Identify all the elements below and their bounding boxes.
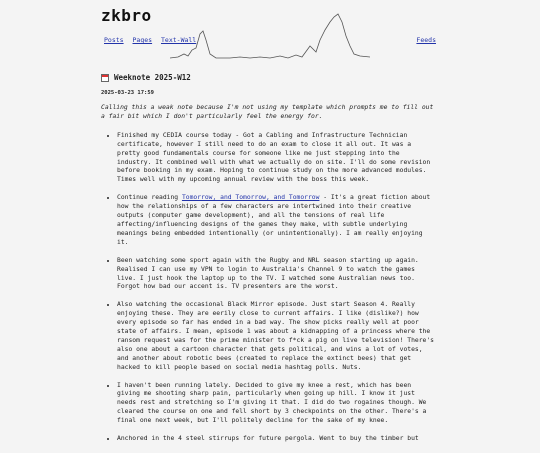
post-date: 2025-03-23 17:59 [101, 90, 154, 96]
weeknote-list [101, 132, 437, 444]
list-item: • Finished my CEDIA course today - Got a Cabling and Infrastructure Technician certificate, however I still need to do an exam to close it all out. It was a pretty good fundamentals course for someone like me just stepping into the industry. It combined well with what we actually do on site. I'll do some revision before booking in my exam. Hoping to continue study on the more advanced modules. Times well with my upcoming annual review with the boss this week. [117, 132, 437, 185]
nav-pages[interactable]: Pages [132, 36, 153, 44]
calendar-icon [101, 74, 109, 82]
book-link[interactable]: Tomorrow, and Tomorrow, and Tomorrow [181, 194, 320, 202]
nav-posts[interactable]: Posts [104, 36, 124, 44]
list-item-text: Continue reading [117, 194, 182, 202]
list-item: • Been watching some sport again with the Rugby and NRL season starting up again. Realised I can use my VPN to login to Australia's Channel 9 to watch the games live. I just hook the laptop up to the TV. I watched some Australian news too. Forgot how bad our accent is. TV presenters are the worst. [117, 257, 437, 293]
post-title [101, 73, 191, 82]
nav-feeds[interactable]: Feeds [416, 36, 436, 44]
post-body [101, 104, 437, 453]
nav-text-wall[interactable]: Text-Wall [161, 36, 197, 44]
post-intro: Calling this a weak note because I'm not using my template which prompts me to fill out a fair bit which I don't particularly feel the energy for. [101, 104, 434, 120]
list-item-text: - It's a great fiction about how the relationships of a few characters are intertwined into their creative outputs (computer game development), and all the tensions of real life affecting/influencing designs of the games they make, with subtle underlying meanings being embedded intentionally (or unintentionally). I am really enjoying it. [117, 194, 431, 246]
main-nav [104, 36, 201, 44]
list-item: • Also watching the occasional Black Mirror episode. Just start Season 4. Really enjoying these. They are eerily close to current affairs. I like (dislike?) how every episode so far has ended in a bad way. The show picks really well at poor state of affairs. I mean, episode 1 was about a kidnapping of a princess where the ransom request was for the prime minister to f*ck a pig on live television! There's also one about a cartoon character that gets political, and wins a lot of votes, and another about robotic bees (created to replace the extinct bees) that get hacked to kill people based on social media hashtag polls. Nuts. [117, 301, 437, 372]
list-item: • I haven't been running lately. Decided to give my knee a rest, which has been giving me shooting sharp pain, particularly when going up hill. I know it just needs rest and stretching so I'm giving it that. I did do two rogaines though. We cleared the course on one and fell short by 3 checkpoints on the other. There's a final one next week, but I'll politely decline for the sake of my knee. [117, 382, 437, 427]
list-item: • Anchored in the 4 steel stirrups for future pergola. Went to buy the timber but [117, 435, 437, 444]
site-title[interactable]: zkbro [101, 6, 152, 25]
list-item [117, 194, 437, 247]
post-title-text: Weeknote 2025-W12 [114, 73, 191, 82]
